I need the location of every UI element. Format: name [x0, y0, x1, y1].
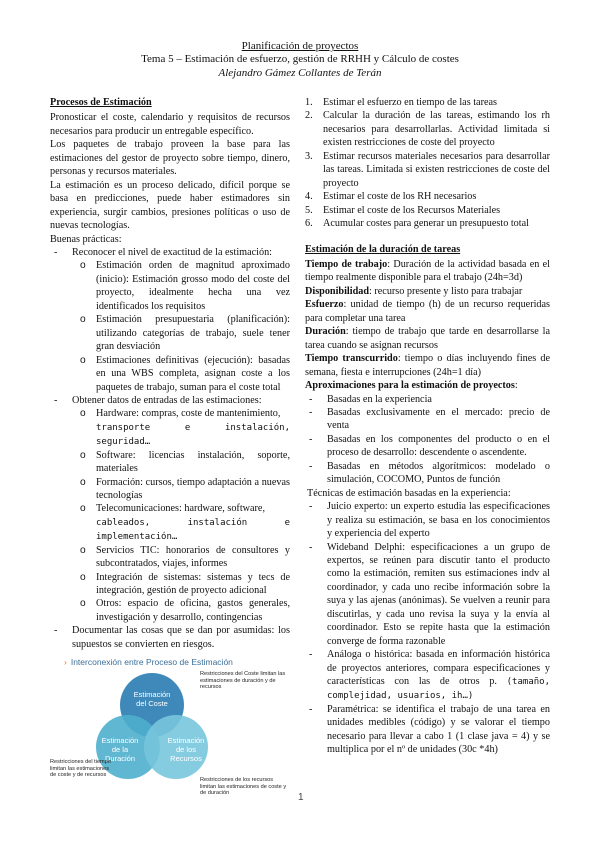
sub-list-item: o Integración de sistemas: sistemas y tecs de integración, gestión de proyecto adicional: [72, 571, 290, 598]
time-constraint-note: Restricciones del tiempo limitan las estimaciones de coste y de recursos: [50, 759, 111, 779]
list-item: - Basadas en métodos algorítmicos: modelado o simulación, COCOMO, Puntos de función: [305, 460, 550, 487]
left-column: [50, 96, 290, 807]
inputs-sublist: [72, 407, 290, 624]
right-column: [305, 96, 550, 757]
techniques-intro: Técnicas de estimación basadas en la experiencia:: [307, 487, 511, 499]
definition-term: Duración: [305, 326, 346, 338]
cost-constraint-note: Restricciones del Coste limitan las estimaciones de duración y de recursos: [200, 671, 286, 691]
section-heading-duration: Estimación de la duración de tareas: [305, 243, 461, 255]
sub-list-item: o Estimaciones definitivas (ejecución): basadas en una WBS completa, asignan coste a los paquetes de trabajo, suman para el coste total: [72, 354, 290, 394]
step-text: Estimar el esfuerzo en tiempo de las tareas: [323, 97, 497, 108]
doc-author: Alejandro Gámez Collantes de Terán: [218, 66, 382, 79]
resource-constraint-note: Restricciones de los recursos limitan las estimaciones de coste y de duración: [200, 777, 287, 797]
list-item-text: Obtener datos de entradas de las estimaciones:: [72, 394, 262, 406]
sub-list-item: [72, 407, 290, 448]
doc-title: Planificación de proyectos: [241, 40, 359, 52]
estimation-diagram: [50, 657, 290, 807]
sub-list-item: o Estimación orden de magnitud aproximado (inicio): Estimación grosso modo del coste del proyecto, idealmente hecha una vez identificados los requisitos: [72, 259, 290, 313]
paragraph: Pronosticar el coste, calendario y requisitos de recursos necesarios para producir un entregable específico.: [50, 112, 290, 137]
handwritten-note: cableados, instalación e implementación…: [96, 517, 290, 542]
step-text: Calcular la duración de las tareas, estimando los rh necesarios para desarrollarlas. Actividad limitada si existen restricciones de coste del proyecto: [323, 110, 550, 149]
sub-list-item: o Software: licencias instalación, soporte, materiales: [72, 449, 290, 476]
list-item-text: Reconocer el nivel de exactitud de la estimación:: [72, 246, 272, 258]
definition-term: Disponibilidad: [305, 285, 369, 297]
definition: [305, 325, 550, 352]
list-item: [305, 648, 550, 703]
definition: [305, 285, 550, 298]
step-text: Estimar el coste de los Recursos Materiales: [323, 204, 501, 216]
step-text: Acumular costes para generar un presupuesto total: [323, 218, 529, 230]
definition-term: Tiempo transcurrido: [305, 353, 398, 365]
list-item: [50, 246, 290, 394]
section-heading-estimation: Procesos de Estimación: [50, 97, 152, 108]
step-item: 5. Estimar el coste de los Recursos Materiales: [305, 204, 501, 216]
techniques-list: [305, 500, 550, 756]
step-item: 4. Estimar el coste de los RH necesarios: [305, 191, 477, 203]
definition-text: : unidad de tiempo (h) de un recurso requeridas para completar una tarea: [305, 299, 550, 324]
list-item: [50, 394, 290, 624]
telecom-text: Telecomunicaciones: hardware, software,: [96, 503, 265, 515]
definition-text: : recurso presente y listo para trabajar: [369, 285, 523, 297]
step-item: 6. Acumular costes para generar un presupuesto total: [305, 218, 529, 230]
good-practices-label: Buenas prácticas:: [50, 233, 122, 245]
document-header: [0, 40, 600, 80]
handwritten-note: (tamaño, complejidad, usuarios, ih…): [327, 677, 550, 701]
sub-list-item: [72, 502, 290, 543]
paragraph: La estimación es un proceso delicado, difícil porque se basa en predicciones, puede haber estimadores sin experiencia, surgir cambios, presiones políticas o uso de nuevas tecnologías.: [50, 179, 290, 232]
list-item: - Juicio experto: un experto estudia las especificaciones y realiza su estimación, se basa en los conocimientos y experiencia del experto: [305, 500, 550, 540]
paragraph: Los paquetes de trabajo proveen la base para las estimaciones del gestor de proyecto sobre tiempo, dinero, personas y recursos materiales.: [50, 139, 290, 178]
list-item: - Basadas en los componentes del producto o en el proceso de desarrollo: descendente o ascendente.: [305, 433, 550, 460]
approaches-heading: [305, 379, 550, 392]
list-item: - Wideband Delphi: especificaciones a un grupo de expertos, se reúnen para discutir tanto el producto como la estimación, remiten sus estimaciones indv al coordinador, y cada uno recibe información sobre la suya y las ajenas (anónimas). Se vuelven a reunir para discutirlas, y cada uno revisa la suya y la envía al coordinador. Esto se repite hasta que la estimación converge de forma razonable: [305, 541, 550, 649]
step-item: 2. Calcular la duración de las tareas, estimando los rh necesarios para desarrollarlas. Actividad limitada si existen restricciones de coste del proyecto: [305, 110, 550, 149]
accuracy-sublist: [72, 259, 290, 394]
sub-list-item: o Estimación presupuestaria (planificación): utilizando categorías de trabajo, suele tener gran desviación: [72, 313, 290, 353]
definition-text: : tiempo de trabajo que tarde en desarrollarse la tarea cuando se asignan recursos: [305, 326, 550, 351]
definition: [305, 298, 550, 325]
list-item: - Basadas exclusivamente en el mercado: precio de venta: [305, 406, 550, 433]
page-number: 1: [298, 792, 304, 803]
estimation-steps: [305, 96, 550, 231]
resources-label: Estimación de los Recursos: [167, 736, 205, 764]
analogy-text: Análoga o histórica: basada en información histórica de proyectos anteriores, compara especificaciones y características con las de otros p.: [327, 649, 550, 688]
definition: [305, 352, 550, 379]
sub-list-item: o Servicios TIC: honorarios de consultores y subcontratados, viajes, informes: [72, 544, 290, 571]
diagram-title-text: Interconexión entre Proceso de Estimación: [70, 657, 233, 668]
list-item: - Documentar las cosas que se dan por asumidas: los supuestos se convierten en riesgos.: [50, 624, 290, 651]
list-item: - Paramétrica: se identifica el trabajo de una tarea en unidades medibles (código) y se valorar el tiempo necesario para llevar a cabo 1 (1 clase java = 4) y se multiplica por el nº de unidades (30c *4h): [305, 703, 550, 757]
step-item: 1. Estimar el esfuerzo en tiempo de las tareas: [305, 97, 497, 108]
approaches-heading-text: Aproximaciones para la estimación de proyectos: [305, 380, 515, 392]
step-text: Estimar el coste de los RH necesarios: [323, 191, 477, 203]
sub-list-item: o Formación: cursos, tiempo adaptación a nuevas tecnologías: [72, 476, 290, 503]
approaches-colon: :: [514, 380, 518, 392]
approaches-list: [305, 393, 550, 487]
step-item: 3. Estimar recursos materiales necesarios para desarrollar las tareas. Limitada si existen restricciones de coste del proyecto: [305, 150, 550, 189]
handwritten-note: transporte e instalación, seguridad…: [96, 422, 290, 447]
definition-text: : Duración de la actividad basada en el tiempo realmente disponible para el trabajo (24h=3d): [305, 258, 550, 284]
arrow-icon: ›: [64, 657, 67, 668]
definition-term: Tiempo de trabajo: [305, 258, 388, 270]
step-text: Estimar recursos materiales necesarios para desarrollar las tareas. Limitada si existen restricciones de coste del proyecto: [323, 150, 550, 189]
duration-label: Estimación de la Duración: [101, 736, 139, 764]
hardware-text: Hardware: compras, coste de mantenimiento,: [96, 408, 281, 420]
cost-label: Estimación del Coste: [133, 690, 171, 709]
practices-list: [50, 246, 290, 651]
definition-term: Esfuerzo: [305, 299, 344, 311]
definition: [305, 258, 550, 285]
sub-list-item: o Otros: espacio de oficina, gastos generales, investigación y desarrollo, contingencias: [72, 597, 290, 624]
list-item: - Basadas en la experiencia: [305, 393, 550, 406]
definition-text: : tiempo o días incluyendo fines de semana, fiesta e interrupciones (24h=1 día): [305, 353, 550, 378]
doc-subtitle: Tema 5 – Estimación de esfuerzo, gestión de RRHH y Cálculo de costes: [141, 53, 459, 66]
